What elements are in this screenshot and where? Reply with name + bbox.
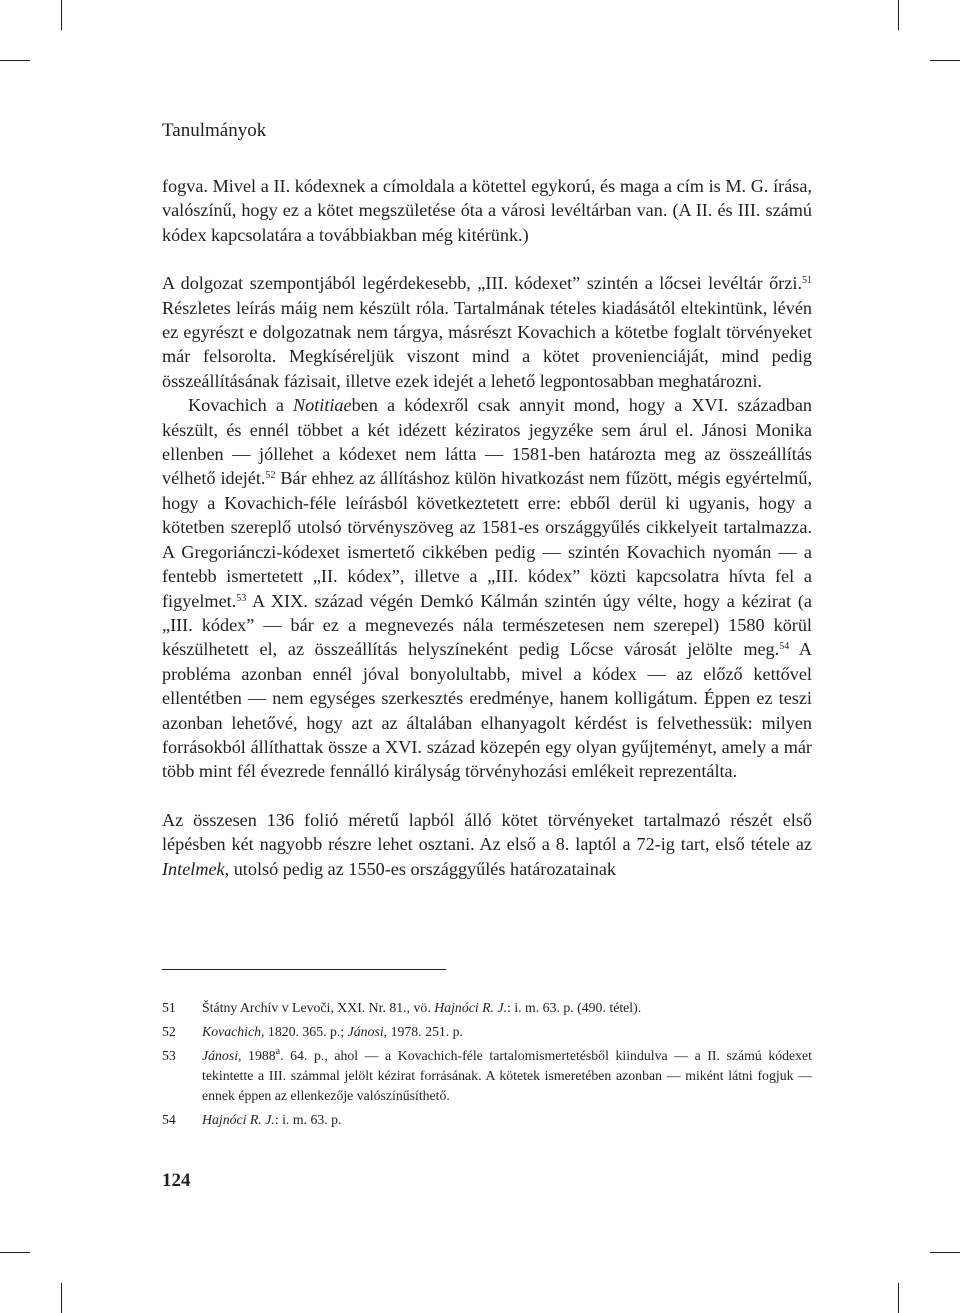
footnote-ref-54[interactable]: 54 xyxy=(779,641,790,653)
crop-mark-right-top xyxy=(930,60,960,61)
footnote-rule xyxy=(162,969,446,970)
crop-mark-bottom-right xyxy=(898,1283,899,1313)
footnotes xyxy=(162,998,812,1134)
intelmek-title: Intelmek xyxy=(162,858,225,879)
footnote-52: 52 Kovachich, 1820. 365. p.; Jánosi, 1978. 251. p. xyxy=(162,1022,812,1042)
main-text xyxy=(162,174,812,881)
footnote-number: 54 xyxy=(162,1112,176,1127)
crop-mark-right-bottom xyxy=(930,1252,960,1253)
running-header: Tanulmányok xyxy=(162,120,267,141)
footnote-53: 53 Jánosi, 1988$^a$. 64. p., ahol — a Kovachich-féle tartalomismertetésből kiindulva — a II. számú kódexet tekintette a III. számmal jelölt kézirat forrásának. A kötetek ismeretében azonban — miként látni fogjuk — ennek éppen az ellenkezője valószínűsíthető. xyxy=(162,1046,812,1103)
crop-mark-left-top xyxy=(0,60,30,61)
footnote-54: 54 Hajnóci R. J.: i. m. 63. p. xyxy=(162,1110,812,1130)
footnote-number: 53 xyxy=(162,1048,176,1063)
crop-mark-top-right xyxy=(898,0,899,30)
paragraph-4: Az összesen 136 folió méretű lapból álló kötet törvényeket tartalmazó részét első lépésben két nagyobb részre lehet osztani. Az első a 8. laptól a 72-ig tart, első tétele az Intelmek, utolsó pedig az 1550-es országgyűlés határozatainak xyxy=(162,809,812,879)
paragraph-3: Kovachich a Notitiaeben a kódexről csak annyit mond, hogy a XVI. században készült, és ennél többet a két idézett kéziratos jegyzéke sem árul el. Jánosi Monika ellenben — jóllehet a kódexet nem látta — 1581-ben határozta meg az összeállítás vélhető idejét.$^{52}$ Bár ehhez az állításhoz külön hivatkozást nem fűzött, mégis egyértelmű, hogy a Kovachich-féle leírásból következtetett erre: ebből derül ki ugyanis, hogy a kötetben szereplő utolsó törvényszöveg az 1581-es országgyűlés cikkelyeit tartalmazza. A Gregoriánczi-kódexet ismertető cikkében pedig — szintén Kovachich nyomán — a fentebb ismertetett „II. kódex”, illetve a „III. kódex” közti kapcsolatra hívta fel a figyelmet.$^{53}$ A XIX. század végén Demkó Kálmán szintén úgy vélte, hogy a kézirat (a „III. kódex” — bár ez a megnevezés nála természetesen nem szerepel) 1580 körül készülhetett el, az összeállítás helyszíneként pedig Lőcse városát jelölte meg.$^{54}$ A probléma azonban ennél jóval bonyolultabb, mivel a kódex — az előző kettővel ellentétben — nem egységes szerkesztés eredménye, hanem kolligátum. Éppen ez teszi azonban lehetővé, hogy azt az általában elhanyagolt kérdést is felvethessük: milyen forrásokból állíthattak össze a XVI. század közepén egy olyan gyűjteményt, amely a már több mint fél évezrede fennálló királyság törvényhozási emlékeit reprezentálta. xyxy=(162,395,812,782)
footnote-number: 52 xyxy=(162,1024,176,1039)
notitiae-title: Notitiae xyxy=(293,395,352,416)
paragraph-2: A dolgozat szempontjából legérdekesebb, „III. kódexet” szintén a lőcsei levéltár őrzi.$^{51}$ Részletes leírás máig nem készült róla. Tartalmának tételes kiadásától eltekintünk, lévén ez egyrészt e dolgozatnak nem tárgya, másrészt Kovachich a kötetbe foglalt törvényeket már felsorolta. Megkíséreljük viszont mind a kötet provenienciáját, mind pedig összeállításának fázisait, illetve ezek idejét a lehető legpontosabban meghatározni. xyxy=(162,273,812,391)
footnote-ref-53[interactable]: 53 xyxy=(236,592,247,604)
crop-mark-top-left xyxy=(61,0,62,30)
footnote-51: 51 Štátny Archív v Levoči, XXI. Nr. 81., vö. Hajnóci R. J.: i. m. 63. p. (490. tétel). xyxy=(162,998,812,1018)
crop-mark-left-bottom xyxy=(0,1252,30,1253)
footnote-ref-52[interactable]: 52 xyxy=(265,470,276,482)
paragraph-1: fogva. Mivel a II. kódexnek a címoldala a kötettel egykorú, és maga a cím is M. G. írása, valószínű, hogy ez a kötet megszületése óta a városi levéltárban van. (A II. és III. számú kódex kapcsolatára a továbbiakban még kitérünk.) xyxy=(162,176,812,245)
footnote-number: 51 xyxy=(162,1000,176,1015)
crop-mark-bottom-left xyxy=(61,1283,62,1313)
footnote-ref-51[interactable]: 51 xyxy=(802,275,812,287)
page-number: 124 xyxy=(162,1170,191,1191)
